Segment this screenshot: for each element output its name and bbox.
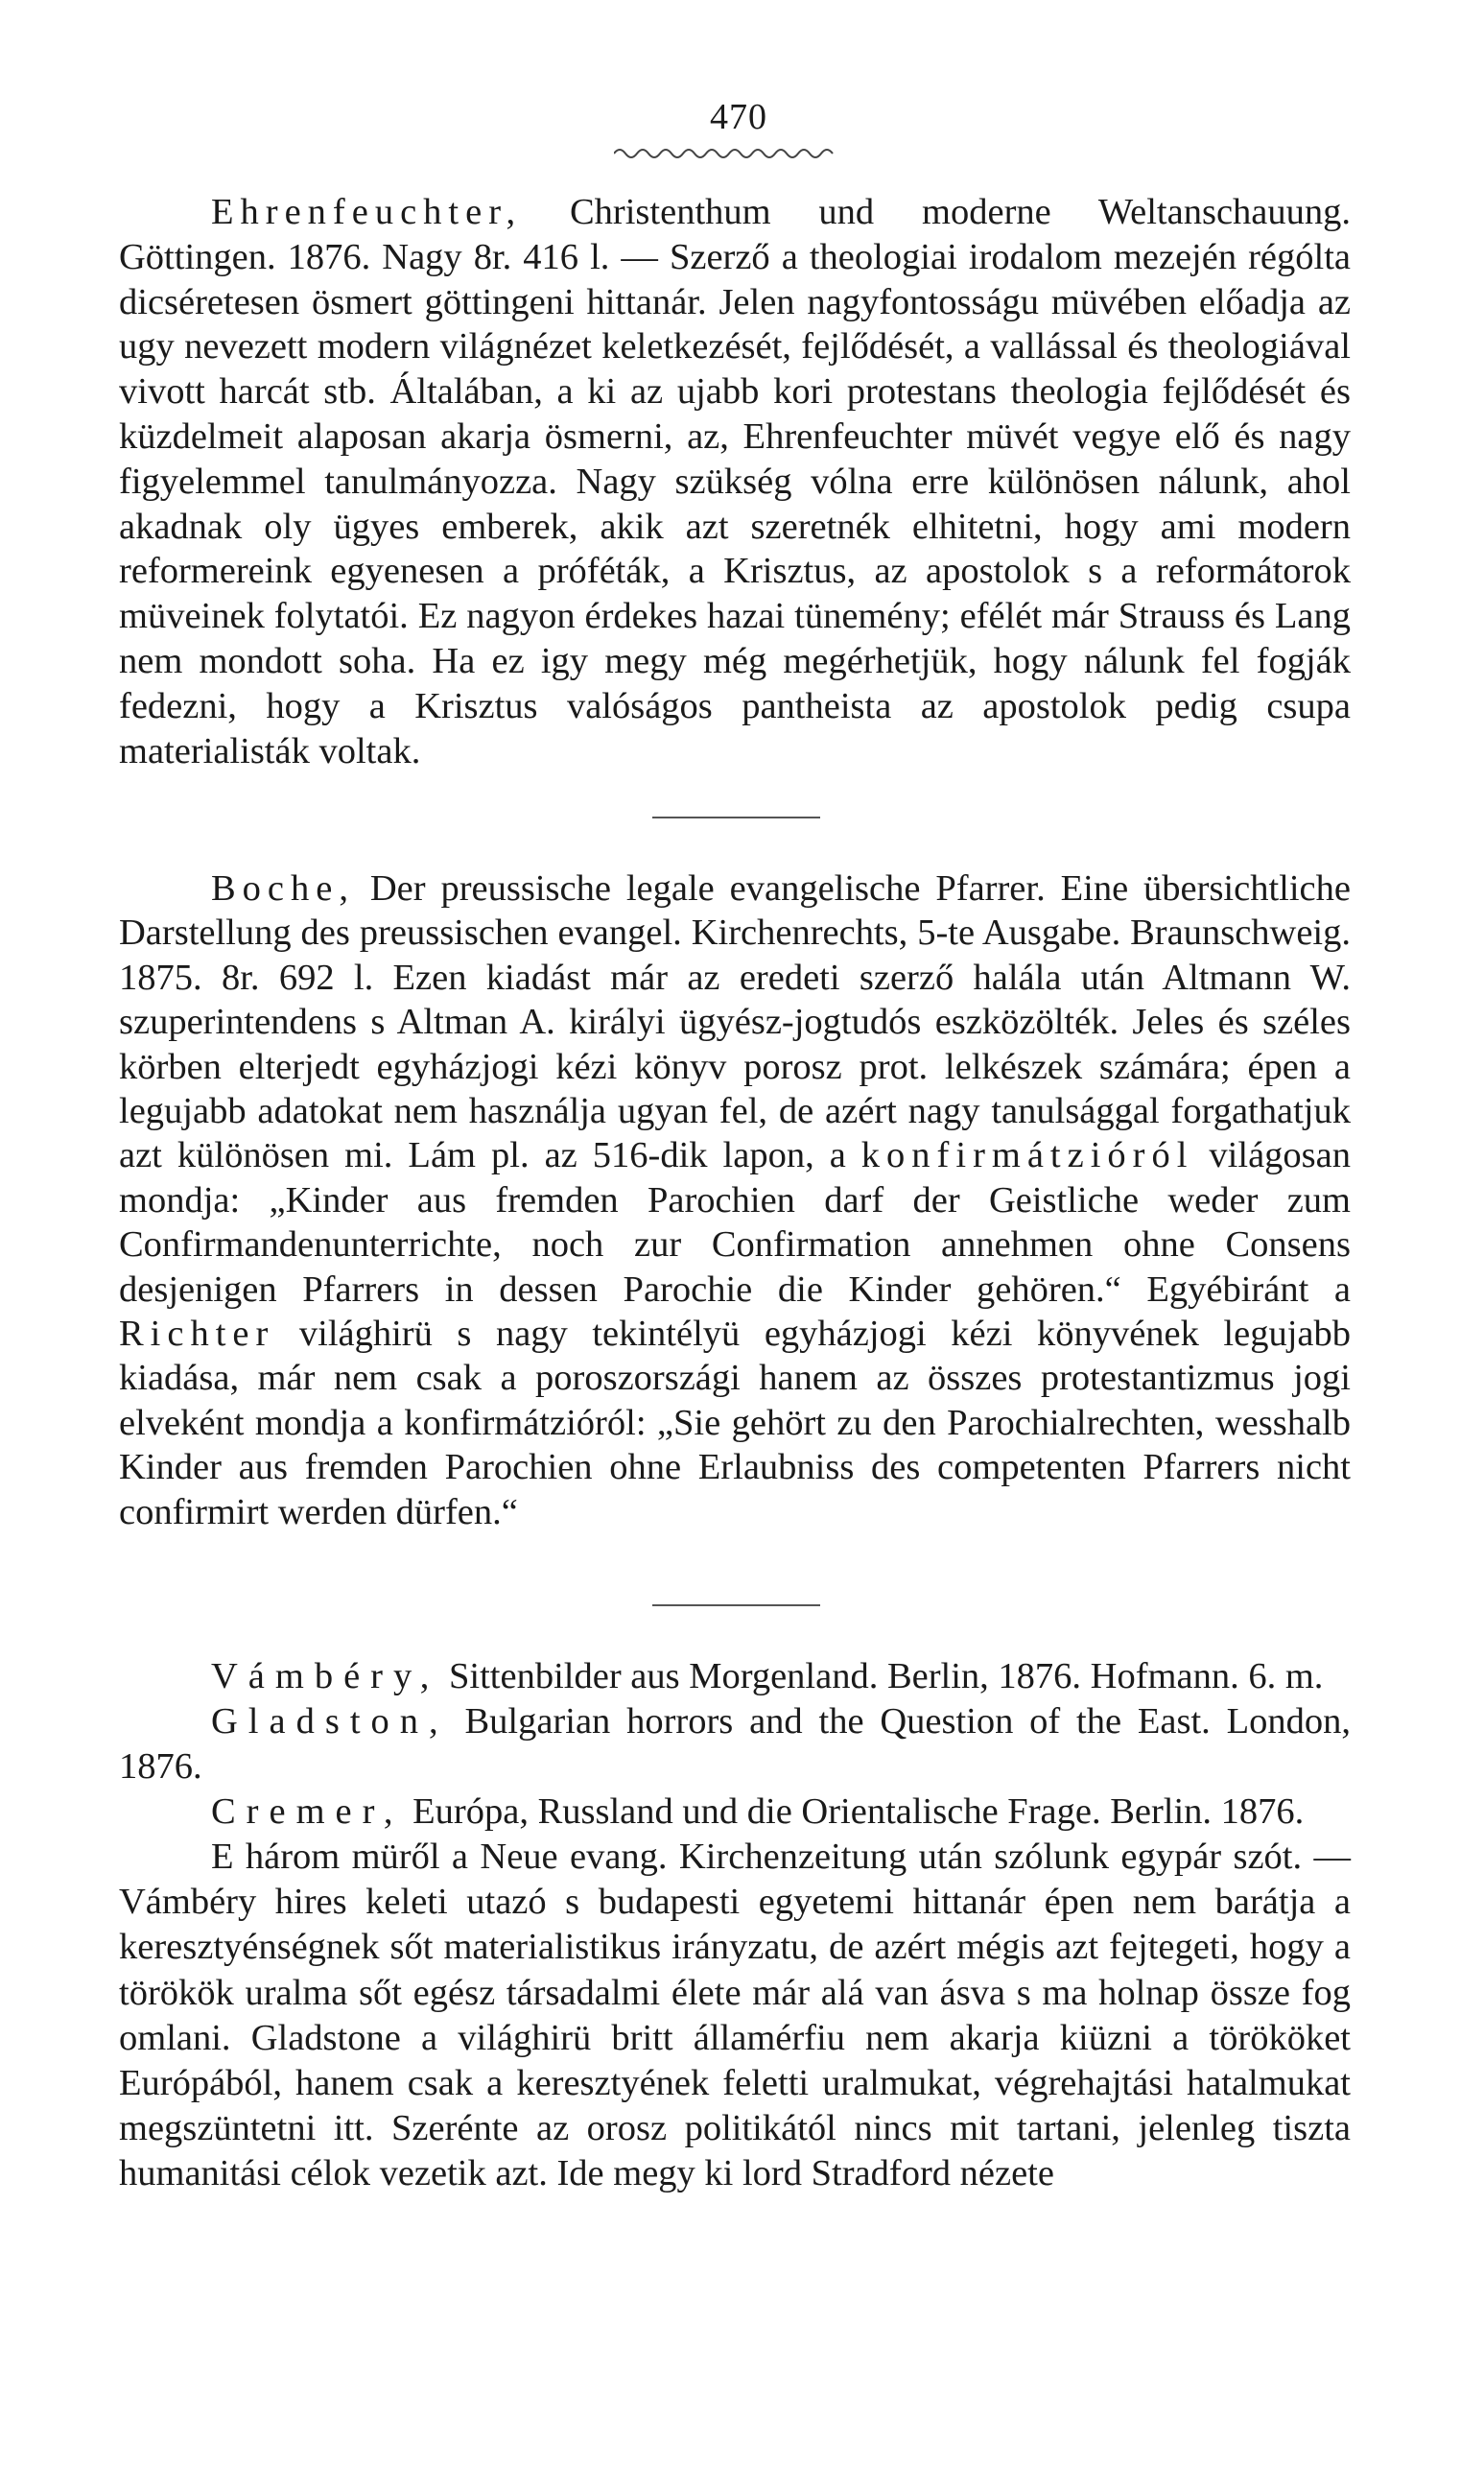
page-number-ornament [614, 144, 835, 163]
review-paragraph: E három müről a Neue evang. Kirchenzeitung után szólunk egypár szót. — Vámbéry hires keleti utazó s budapesti egyetemi hittanár épen nem barátja a keresztyénségnek sőt materialistikus irányzatu, de azért mégis azt fejtegeti, hogy a törökök uralma sőt egész társadalmi élete már alá van ásva s ma holnap össze fog omlani. Gladstone a világhirü britt államérfiu nem akarja kiüzni a törököket Európából, hanem csak a keresztyének feletti uralmukat, végrehajtási hatalmukat megszüntetni itt. Szerénte az orosz politikától nincs mit tartani, jelenleg tiszta humanitási célok vezetik azt. Ide megy ki lord Stradford nézete [119, 1837, 1351, 2194]
author-name: Cremer, [211, 1791, 404, 1832]
author-name: Boche, [211, 868, 355, 909]
author-name: Vámbéry, [211, 1656, 440, 1696]
author-name: Gladston, [211, 1701, 449, 1742]
review-ehrenfeuchter [119, 190, 1351, 773]
cited-author: Richter [119, 1314, 275, 1355]
emphasized-term: konfirmátzióról [860, 1135, 1194, 1176]
book-title: Sittenbilder aus Morgenland. Berlin, 1876. Hofmann. 6. m. [439, 1656, 1324, 1696]
book-entry [119, 1699, 1351, 1790]
book-entry [119, 1790, 1351, 1835]
review-text: Der preussische legale evangelische Pfarrer. Eine übersichtliche Darstellung des preussischen evangel. Kirchenrechts, 5-te Ausgabe. Braunschweig. 1875. 8r. 692 l. Ezen kiadást már az eredeti szerző halála után Altmann W. szuperintendens s Altman A. királyi ügyész-jogtudós eszközölték. Jeles és széles körben elterjedt egyházjogi kézi könyv porosz prot. lelkészek számára; épen a legujabb adatokat nem használja ugyan fel, de azért nagy tanulsággal forgathatjuk azt különösen mi. Lám pl. az 516-dik lapon, a [119, 868, 1351, 1176]
page-number: 470 [710, 97, 767, 137]
review-boche [119, 866, 1351, 1534]
book-entry [119, 1654, 1351, 1699]
review-paragraph [119, 866, 1351, 1534]
section-divider [652, 817, 820, 818]
author-name: Ehrenfeuchter, [211, 192, 523, 232]
book-title: Európa, Russland und die Orientalische Frage. Berlin. 1876. [403, 1791, 1305, 1832]
review-paragraph [119, 190, 1351, 773]
review-text: Christenthum und moderne Weltanschauung. Göttingen. 1876. Nagy 8r. 416 l. — Szerző a theologiai irodalom mezején régólta dicséretesen ösmert göttingeni hittanár. Jelen nagyfontosságu müvében előadja az ugy nevezett modern világnézet keletkezését, fejlődését, a vallással és theologiával vivott harcát stb. Általában, a ki az ujabb kori protestans theologia fejlődését és küzdelmeit alaposan akarja ösmerni, az, Ehrenfeuchter müvét vegye elő és nagy figyelemmel tanulmányozza. Nagy szükség vólna erre különösen nálunk, ahol akadnak oly ügyes emberek, akik azt szeretnék elhitetni, hogy ami modern reformereink egyenesen a próféták, a Krisztus, az apostolok s a reformátorok müveinek folytatói. Ez nagyon érdekes hazai tünemény; efélét már Strauss és Lang nem mondott soha. Ha ez igy megy még megérhetjük, hogy nálunk fel fogják fedezni, hogy a Krisztus valóságos pantheista az apostolok pedig csupa materialisták voltak. [119, 192, 1351, 771]
section-divider [652, 1604, 820, 1606]
book-title: Bulgarian horrors and the Question of the East. London, 1876. [119, 1701, 1351, 1787]
review-text: világosan mondja: „Kinder aus fremden Parochien darf der Geistliche weder zum Confirmandenunterrichte, noch zur Confirmation annehmen ohne Consens desjenigen Pfarrers in dessen Parochie die Kinder gehören.“ Egyébiránt a [119, 1135, 1351, 1310]
review-text: világhirü s nagy tekintélyü egyházjogi kézi könyvének legujabb kiadása, már nem csak a poroszországi hanem az összes protestantizmus jogi elveként mondja a konfirmátzióról: „Sie gehört zu den Parochialrechten, wesshalb Kinder aus fremden Parochien ohne Erlaubniss des competenten Pfarrers nicht confirmirt werden dürfen.“ [119, 1314, 1351, 1532]
review-eastern-question [119, 1654, 1351, 2197]
